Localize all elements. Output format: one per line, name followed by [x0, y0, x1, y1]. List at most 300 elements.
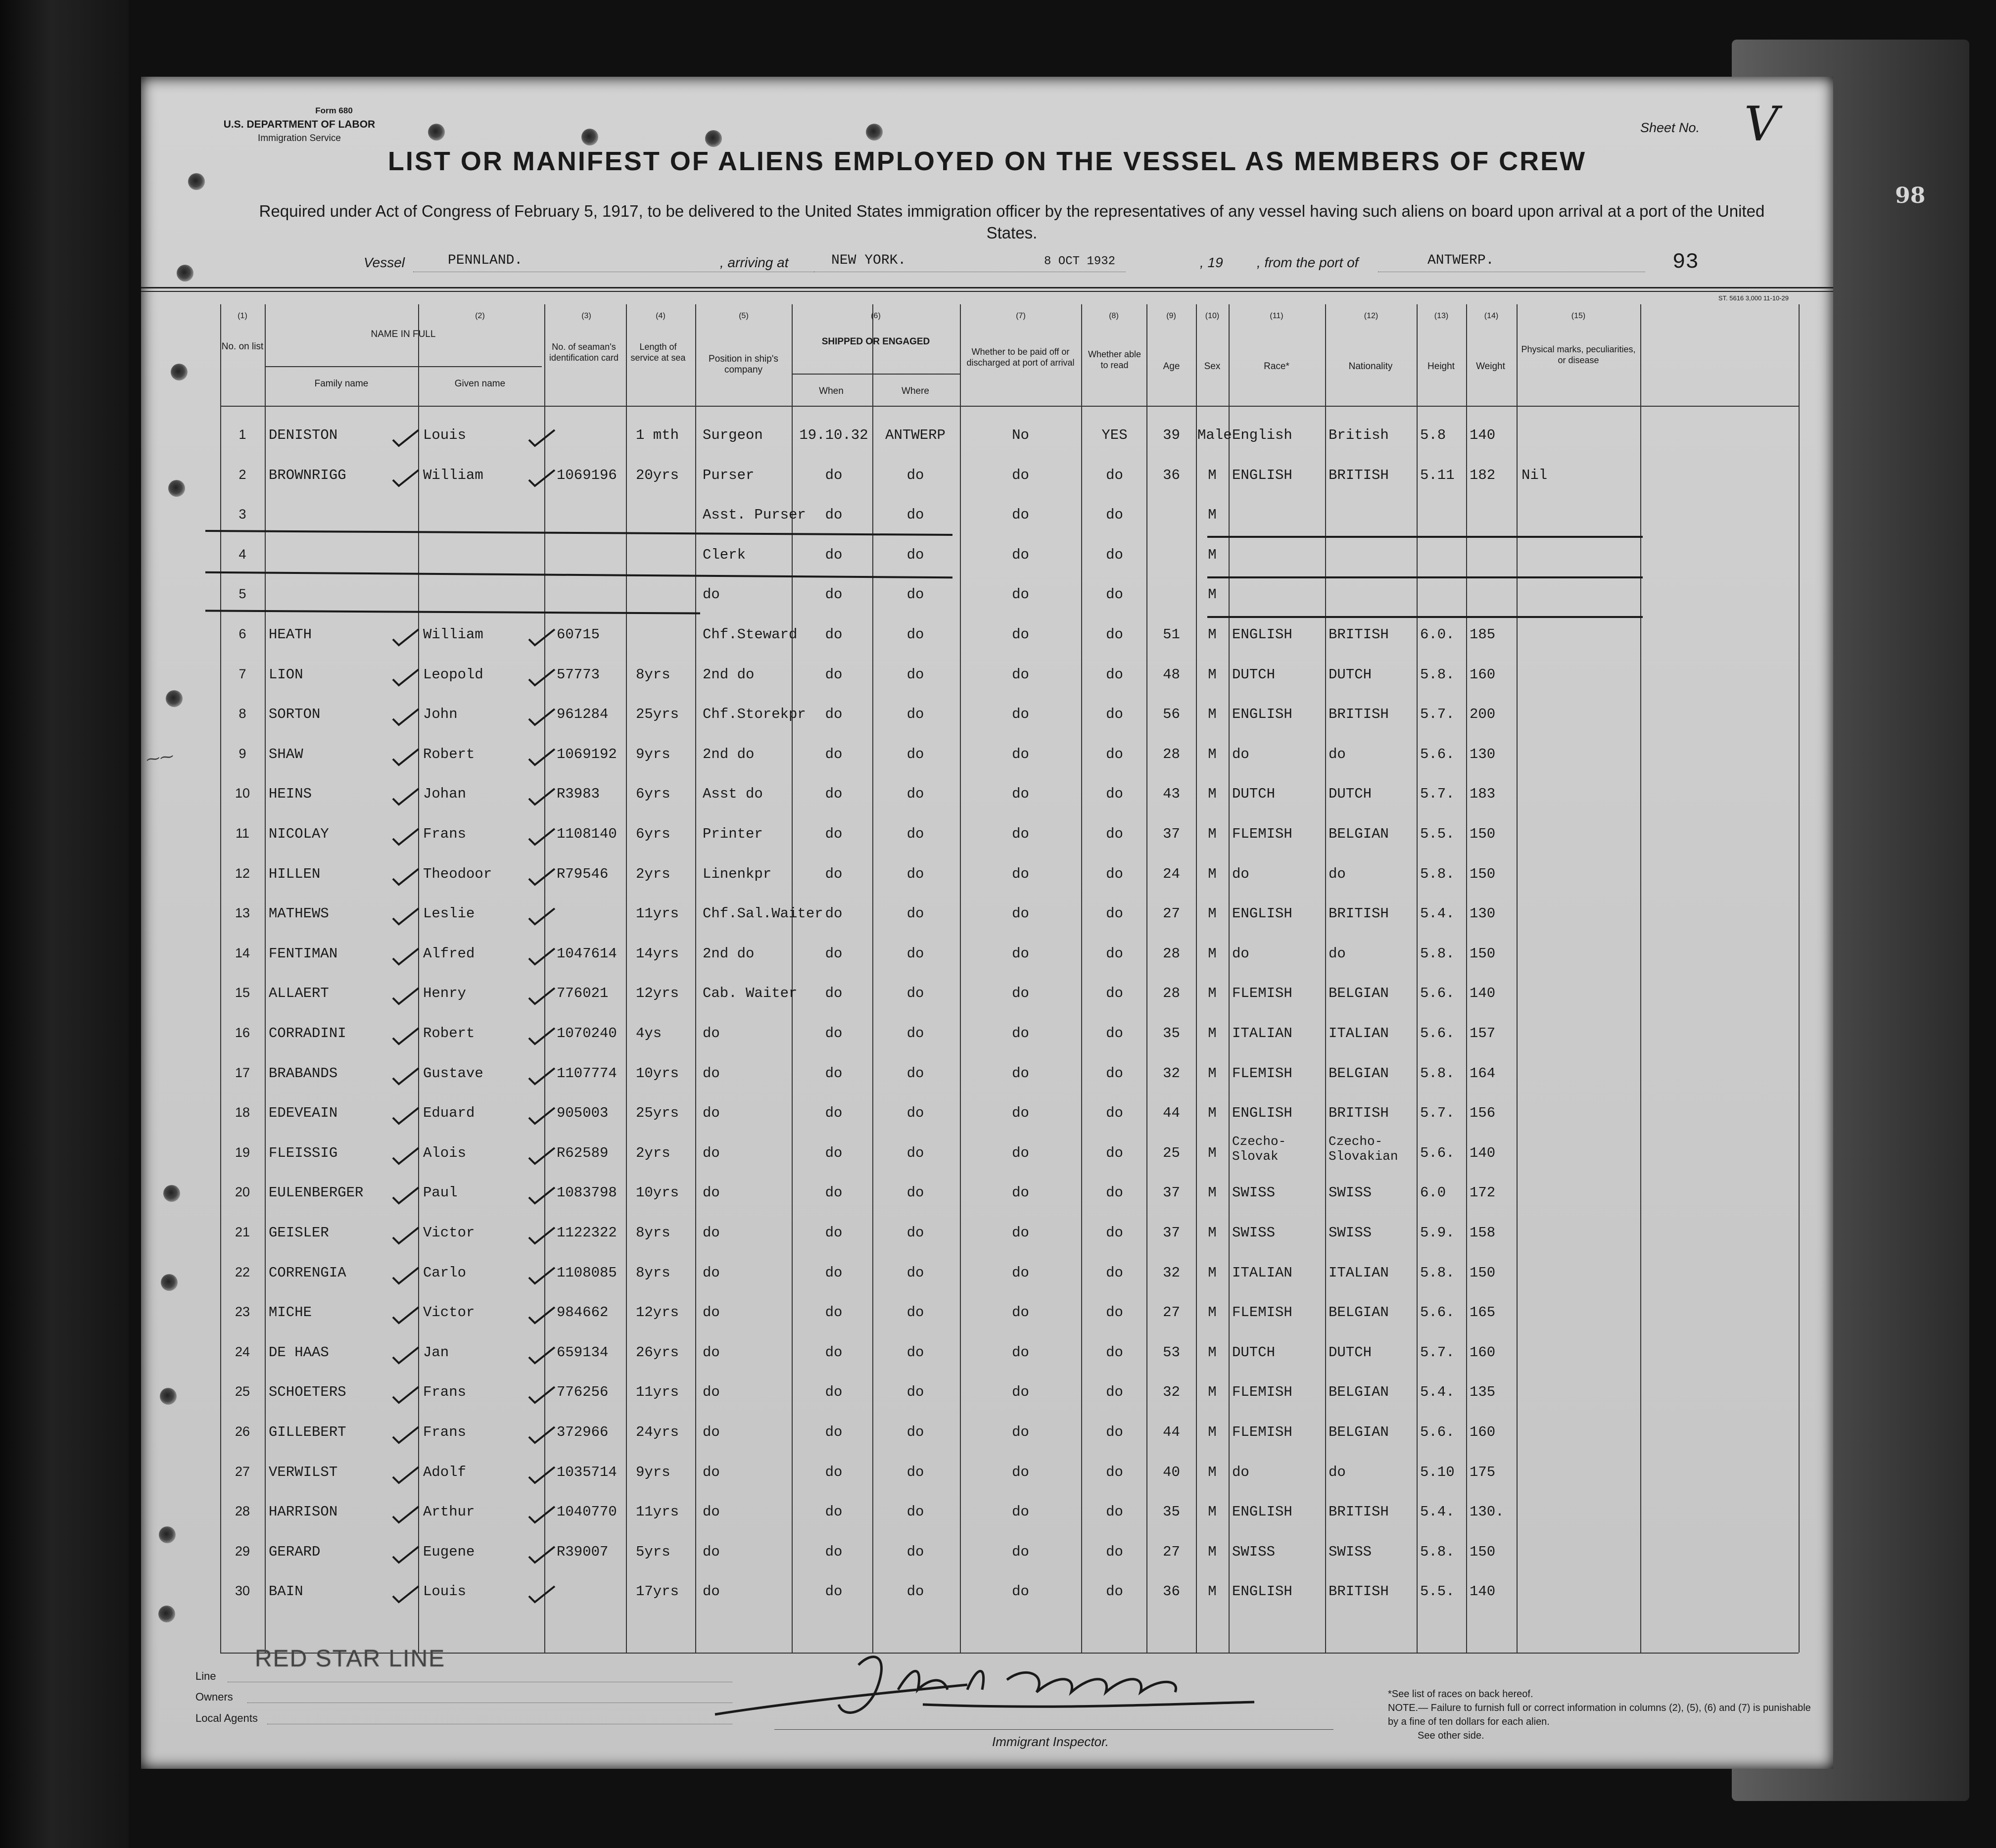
position: 2nd do [703, 666, 755, 683]
shipped-where: do [906, 746, 924, 762]
table-row [141, 1221, 1833, 1260]
position: do [703, 1264, 720, 1281]
family-name: GILLEBERT [269, 1424, 346, 1440]
check-mark-icon [527, 1584, 557, 1604]
position: do [703, 1384, 720, 1401]
able-to-read: do [1106, 1065, 1123, 1082]
able-to-read: do [1106, 1304, 1123, 1321]
position: Clerk [703, 546, 746, 563]
shipped-where: do [906, 826, 924, 842]
check-mark-icon [391, 667, 421, 687]
age: 44 [1163, 1424, 1180, 1440]
row-number: 24 [235, 1344, 250, 1359]
sex: M [1208, 786, 1217, 803]
table-row [141, 1340, 1833, 1380]
family-name: ALLAERT [269, 985, 329, 1002]
age: 44 [1163, 1105, 1180, 1122]
nationality: BELGIAN [1329, 985, 1389, 1002]
shipped-when: do [825, 1185, 843, 1201]
column-number: (10) [1205, 312, 1220, 320]
length-of-service: 5yrs [636, 1543, 670, 1560]
shipped-where: do [906, 1504, 924, 1520]
able-to-read: do [1106, 1504, 1123, 1520]
column-number: (14) [1484, 312, 1499, 320]
paid-off: do [1012, 826, 1029, 842]
shipped-when: do [825, 1344, 843, 1361]
sex: M [1208, 1144, 1217, 1161]
shipped-where: do [906, 507, 924, 523]
paid-off: do [1012, 1105, 1029, 1122]
check-mark-icon [391, 947, 421, 966]
length-of-service: 4ys [636, 1025, 662, 1042]
row-rule [792, 374, 960, 375]
position: do [703, 1025, 720, 1042]
header-given-name: Given name [454, 379, 506, 389]
note-other-side: See other side. [1418, 1730, 1484, 1741]
shipped-when: do [825, 905, 843, 922]
table-row [141, 1540, 1833, 1579]
check-mark-icon [391, 1026, 421, 1046]
able-to-read: do [1106, 1384, 1123, 1401]
check-mark-icon [391, 1266, 421, 1285]
column-number: (13) [1434, 312, 1449, 320]
row-number: 9 [238, 746, 246, 761]
check-mark-icon [527, 1545, 557, 1564]
column-number: (6) [871, 312, 881, 320]
header-race: Race* [1264, 361, 1289, 372]
family-name: BAIN [269, 1583, 303, 1600]
weight: 130. [1470, 1504, 1504, 1520]
check-mark-icon [527, 1305, 557, 1325]
header-no-on-list: No. on list [221, 341, 264, 352]
id-card-number: 60715 [557, 626, 600, 643]
paid-off: do [1012, 945, 1029, 962]
nationality: Czecho- Slovakian [1329, 1134, 1398, 1164]
strike-line [1207, 536, 1643, 538]
row-number: 23 [235, 1304, 250, 1320]
table-row [141, 702, 1833, 742]
row-number: 13 [235, 905, 250, 921]
nationality: SWISS [1329, 1185, 1372, 1201]
race: FLEMISH [1232, 1065, 1292, 1082]
weight: 200 [1470, 706, 1496, 723]
given-name: Eduard [423, 1105, 475, 1122]
row-number: 1 [238, 427, 246, 442]
length-of-service: 11yrs [636, 1504, 679, 1520]
header-age: Age [1163, 361, 1180, 372]
paid-off: do [1012, 467, 1029, 483]
check-mark-icon [527, 867, 557, 887]
header-name-in-full: NAME IN FULL [371, 329, 436, 339]
id-card-number: 776256 [557, 1384, 609, 1401]
weight: 182 [1470, 467, 1496, 483]
position: do [703, 1065, 720, 1082]
column-number: (3) [581, 312, 591, 320]
sex: M [1208, 1504, 1217, 1520]
header-position: Position in ship's company [709, 354, 778, 375]
race: FLEMISH [1232, 1384, 1292, 1401]
nationality: do [1329, 746, 1346, 762]
age: 35 [1163, 1025, 1180, 1042]
shipped-when: do [825, 546, 843, 563]
sex: M [1208, 626, 1217, 643]
given-name: Victor [423, 1225, 475, 1241]
age: 32 [1163, 1384, 1180, 1401]
length-of-service: 24yrs [636, 1424, 679, 1440]
row-number: 20 [235, 1185, 250, 1200]
shipped-where: do [906, 1384, 924, 1401]
height: 5.9. [1420, 1225, 1455, 1241]
shipped-where: ANTWERP [885, 427, 946, 443]
paid-off: do [1012, 1065, 1029, 1082]
position: do [703, 1344, 720, 1361]
column-number: (12) [1364, 312, 1378, 320]
row-number: 4 [238, 546, 246, 562]
able-to-read: do [1106, 1424, 1123, 1440]
shipped-where: do [906, 706, 924, 723]
nationality: DUTCH [1329, 786, 1372, 803]
shipped-when: do [825, 1543, 843, 1560]
race: ENGLISH [1232, 467, 1292, 483]
race: Czecho- Slovak [1232, 1134, 1286, 1164]
age: 27 [1163, 905, 1180, 922]
height: 5.10 [1420, 1464, 1455, 1480]
family-name: FLEISSIG [269, 1144, 338, 1161]
check-mark-icon [527, 1226, 557, 1245]
able-to-read: do [1106, 1543, 1123, 1560]
given-name: Frans [423, 1424, 467, 1440]
sex: Male [1197, 427, 1232, 443]
check-mark-icon [391, 1425, 421, 1445]
length-of-service: 25yrs [636, 1105, 679, 1122]
able-to-read: do [1106, 746, 1123, 762]
given-name: Louis [423, 427, 467, 443]
given-name: Louis [423, 1583, 467, 1600]
position: Asst. Purser [703, 507, 806, 523]
height: 5.8. [1420, 865, 1455, 882]
column-number: (11) [1270, 312, 1283, 320]
id-card-number: 776021 [557, 985, 609, 1002]
weight: 130 [1470, 905, 1496, 922]
table-row [141, 1500, 1833, 1539]
shipped-where: do [906, 945, 924, 962]
given-name: Victor [423, 1304, 475, 1321]
paid-off: do [1012, 1144, 1029, 1161]
id-card-number: 1070240 [557, 1025, 617, 1042]
header-length-of-service: Length of service at sea [630, 342, 686, 363]
height: 6.0 [1420, 1185, 1446, 1201]
column-number: (7) [1016, 312, 1026, 320]
given-name: Jan [423, 1344, 449, 1361]
header-nationality: Nationality [1348, 361, 1393, 372]
race: ENGLISH [1232, 1105, 1292, 1122]
nationality: BELGIAN [1329, 1304, 1389, 1321]
height: 5.7. [1420, 706, 1455, 723]
port-label: , from the port of [1257, 255, 1359, 270]
given-name: Robert [423, 746, 475, 762]
given-name: William [423, 467, 483, 483]
height: 5.8. [1420, 666, 1455, 683]
race: DUTCH [1232, 786, 1276, 803]
race: FLEMISH [1232, 985, 1292, 1002]
nationality: DUTCH [1329, 666, 1372, 683]
age: 37 [1163, 1185, 1180, 1201]
age: 32 [1163, 1264, 1180, 1281]
paid-off: do [1012, 666, 1029, 683]
shipped-when: do [825, 467, 843, 483]
check-mark-icon [391, 1345, 421, 1365]
family-name: MICHE [269, 1304, 312, 1321]
height: 5.5. [1420, 826, 1455, 842]
table-row [141, 423, 1833, 463]
height: 5.6. [1420, 1304, 1455, 1321]
race: FLEMISH [1232, 1304, 1292, 1321]
weight: 140 [1470, 1144, 1496, 1161]
race: SWISS [1232, 1185, 1276, 1201]
check-mark-icon [527, 906, 557, 926]
line-stamp: RED STAR LINE [255, 1646, 446, 1672]
table-row [141, 663, 1833, 702]
age: 37 [1163, 1225, 1180, 1241]
check-mark-icon [391, 1305, 421, 1325]
weight: 140 [1470, 985, 1496, 1002]
race: do [1232, 746, 1249, 762]
id-card-number: R39007 [557, 1543, 609, 1560]
margin-annotation: ⁓⁓ [144, 748, 175, 768]
punch-hole [705, 130, 722, 147]
check-mark-icon [527, 1345, 557, 1365]
check-mark-icon [527, 1066, 557, 1086]
table-row [141, 822, 1833, 861]
check-mark-icon [527, 1146, 557, 1166]
position: do [703, 1424, 720, 1440]
check-mark-icon [391, 1465, 421, 1485]
paid-off: do [1012, 1025, 1029, 1042]
table-row [141, 782, 1833, 821]
check-mark-icon [391, 707, 421, 727]
header-when: When [819, 386, 844, 396]
given-name: Theodoor [423, 865, 492, 882]
race: do [1232, 865, 1249, 882]
shipped-where: do [906, 1424, 924, 1440]
age: 37 [1163, 826, 1180, 842]
table-row [141, 1181, 1833, 1220]
nationality: BRITISH [1329, 467, 1389, 483]
row-number: 15 [235, 985, 250, 1000]
able-to-read: do [1106, 1105, 1123, 1122]
weight: 160 [1470, 1344, 1496, 1361]
nationality: BELGIAN [1329, 1065, 1389, 1082]
note-penalty: NOTE.— Failure to furnish full or correct information in columns (2), (5), (6) and (7) is punishable by a fine of ten dollars for each alien. [1388, 1703, 1811, 1727]
position: do [703, 1304, 720, 1321]
length-of-service: 14yrs [636, 945, 679, 962]
nationality: do [1329, 945, 1346, 962]
paid-off: do [1012, 1344, 1029, 1361]
able-to-read: do [1106, 1025, 1123, 1042]
sex: M [1208, 746, 1217, 762]
position: do [703, 586, 720, 603]
able-to-read: do [1106, 1264, 1123, 1281]
header-sex: Sex [1204, 361, 1221, 372]
vessel-name: PENNLAND. [448, 253, 523, 268]
height: 5.5. [1420, 1583, 1455, 1600]
physical-marks: Nil [1521, 467, 1548, 483]
table-row [141, 1061, 1833, 1101]
check-mark-icon [391, 1385, 421, 1405]
id-card-number: 1107774 [557, 1065, 617, 1082]
position: Linenkpr [703, 865, 772, 882]
length-of-service: 8yrs [636, 1264, 670, 1281]
row-number: 27 [235, 1464, 250, 1479]
table-row [141, 1134, 1833, 1181]
row-number: 21 [235, 1225, 250, 1239]
nationality: BELGIAN [1329, 826, 1389, 842]
family-name: DENISTON [269, 427, 338, 443]
length-of-service: 8yrs [636, 666, 670, 683]
id-card-number: R62589 [557, 1144, 609, 1161]
shipped-when: do [825, 746, 843, 762]
check-mark-icon [391, 1066, 421, 1086]
check-mark-icon [391, 468, 421, 488]
shipped-when: do [825, 786, 843, 803]
check-mark-icon [527, 787, 557, 806]
id-card-number: 961284 [557, 706, 609, 723]
nationality: BRITISH [1329, 1105, 1389, 1122]
sex: M [1208, 467, 1217, 483]
weight: 165 [1470, 1304, 1496, 1321]
height: 5.8. [1420, 1065, 1455, 1082]
table-row [141, 1420, 1833, 1460]
weight: 160 [1470, 666, 1496, 683]
weight: 172 [1470, 1185, 1496, 1201]
able-to-read: do [1106, 507, 1123, 523]
weight: 150 [1470, 1264, 1496, 1281]
id-card-number: 1035714 [557, 1464, 617, 1480]
length-of-service: 6yrs [636, 786, 670, 803]
sex: M [1208, 945, 1217, 962]
able-to-read: do [1106, 1144, 1123, 1161]
sex: M [1208, 1464, 1217, 1480]
check-mark-icon [527, 1505, 557, 1524]
age: 28 [1163, 945, 1180, 962]
family-name: HILLEN [269, 865, 321, 882]
sex: M [1208, 666, 1217, 683]
paid-off: do [1012, 1583, 1029, 1600]
row-number: 30 [235, 1583, 250, 1599]
weight: 160 [1470, 1424, 1496, 1440]
row-number: 12 [235, 865, 250, 881]
family-name: SHAW [269, 746, 303, 762]
height: 5.8 [1420, 427, 1446, 443]
id-card-number: 1069192 [557, 746, 617, 762]
check-mark-icon [527, 947, 557, 966]
column-number: (2) [475, 312, 485, 320]
family-name: EULENBERGER [269, 1185, 364, 1201]
shipped-when: do [825, 1304, 843, 1321]
age: 56 [1163, 706, 1180, 723]
race: ENGLISH [1232, 706, 1292, 723]
nationality: BRITISH [1329, 905, 1389, 922]
check-mark-icon [391, 1584, 421, 1604]
family-name: HEATH [269, 626, 312, 643]
id-card-number: 1069196 [557, 467, 617, 483]
paid-off: do [1012, 1504, 1029, 1520]
race: FLEMISH [1232, 1424, 1292, 1440]
table-row [141, 1460, 1833, 1500]
nationality: BELGIAN [1329, 1424, 1389, 1440]
length-of-service: 11yrs [636, 905, 679, 922]
given-name: Johan [423, 786, 467, 803]
header-family-name: Family name [314, 379, 369, 389]
arriving-label: , arriving at [720, 255, 789, 270]
able-to-read: do [1106, 706, 1123, 723]
shipped-when: do [825, 826, 843, 842]
length-of-service: 20yrs [636, 467, 679, 483]
shipped-where: do [906, 1464, 924, 1480]
able-to-read: do [1106, 626, 1123, 643]
check-mark-icon [391, 986, 421, 1006]
header-where: Where [902, 386, 929, 396]
race: DUTCH [1232, 666, 1276, 683]
race: DUTCH [1232, 1344, 1276, 1361]
vessel-label: Vessel [364, 255, 405, 270]
stock-number: ST. 5616 3,000 11-10-29 [1718, 294, 1789, 302]
table-row [141, 942, 1833, 981]
family-name: EDEVEAIN [269, 1105, 338, 1122]
shipped-where: do [906, 1543, 924, 1560]
able-to-read: do [1106, 1225, 1123, 1241]
race: English [1232, 427, 1292, 443]
sex: M [1208, 985, 1217, 1002]
family-name: SCHOETERS [269, 1384, 346, 1401]
paid-off: do [1012, 1264, 1029, 1281]
sex: M [1208, 905, 1217, 922]
paid-off: do [1012, 1464, 1029, 1480]
given-name: Leslie [423, 905, 475, 922]
paid-off: do [1012, 1225, 1029, 1241]
nationality: SWISS [1329, 1543, 1372, 1560]
row-number: 26 [235, 1424, 250, 1439]
page-subtitle: Required under Act of Congress of February 5, 1917, to be delivered to the United States immigration officer by the representatives of any vessel having such aliens on board upon arrival at a port of the United States. [259, 202, 1765, 242]
race: SWISS [1232, 1543, 1276, 1560]
check-mark-icon [391, 1505, 421, 1524]
shipped-when: do [825, 1384, 843, 1401]
length-of-service: 10yrs [636, 1185, 679, 1201]
shipped-where: do [906, 1225, 924, 1241]
table-row [141, 862, 1833, 901]
height: 5.8. [1420, 1543, 1455, 1560]
sex: M [1208, 1105, 1217, 1122]
check-mark-icon [527, 1385, 557, 1405]
shipped-when: do [825, 666, 843, 683]
able-to-read: do [1106, 1185, 1123, 1201]
sex: M [1208, 1384, 1217, 1401]
paid-off: do [1012, 1384, 1029, 1401]
family-name: DE HAAS [269, 1344, 329, 1361]
position: do [703, 1504, 720, 1520]
able-to-read: do [1106, 905, 1123, 922]
punch-hole [428, 124, 445, 141]
given-name: Alfred [423, 945, 475, 962]
back-sheet-number: 98 [1895, 183, 1926, 208]
paid-off: do [1012, 706, 1029, 723]
age: 35 [1163, 1504, 1180, 1520]
weight: 135 [1470, 1384, 1496, 1401]
weight: 157 [1470, 1025, 1496, 1042]
given-name: Alois [423, 1144, 467, 1161]
row-rule [265, 366, 542, 367]
paid-off: do [1012, 507, 1029, 523]
